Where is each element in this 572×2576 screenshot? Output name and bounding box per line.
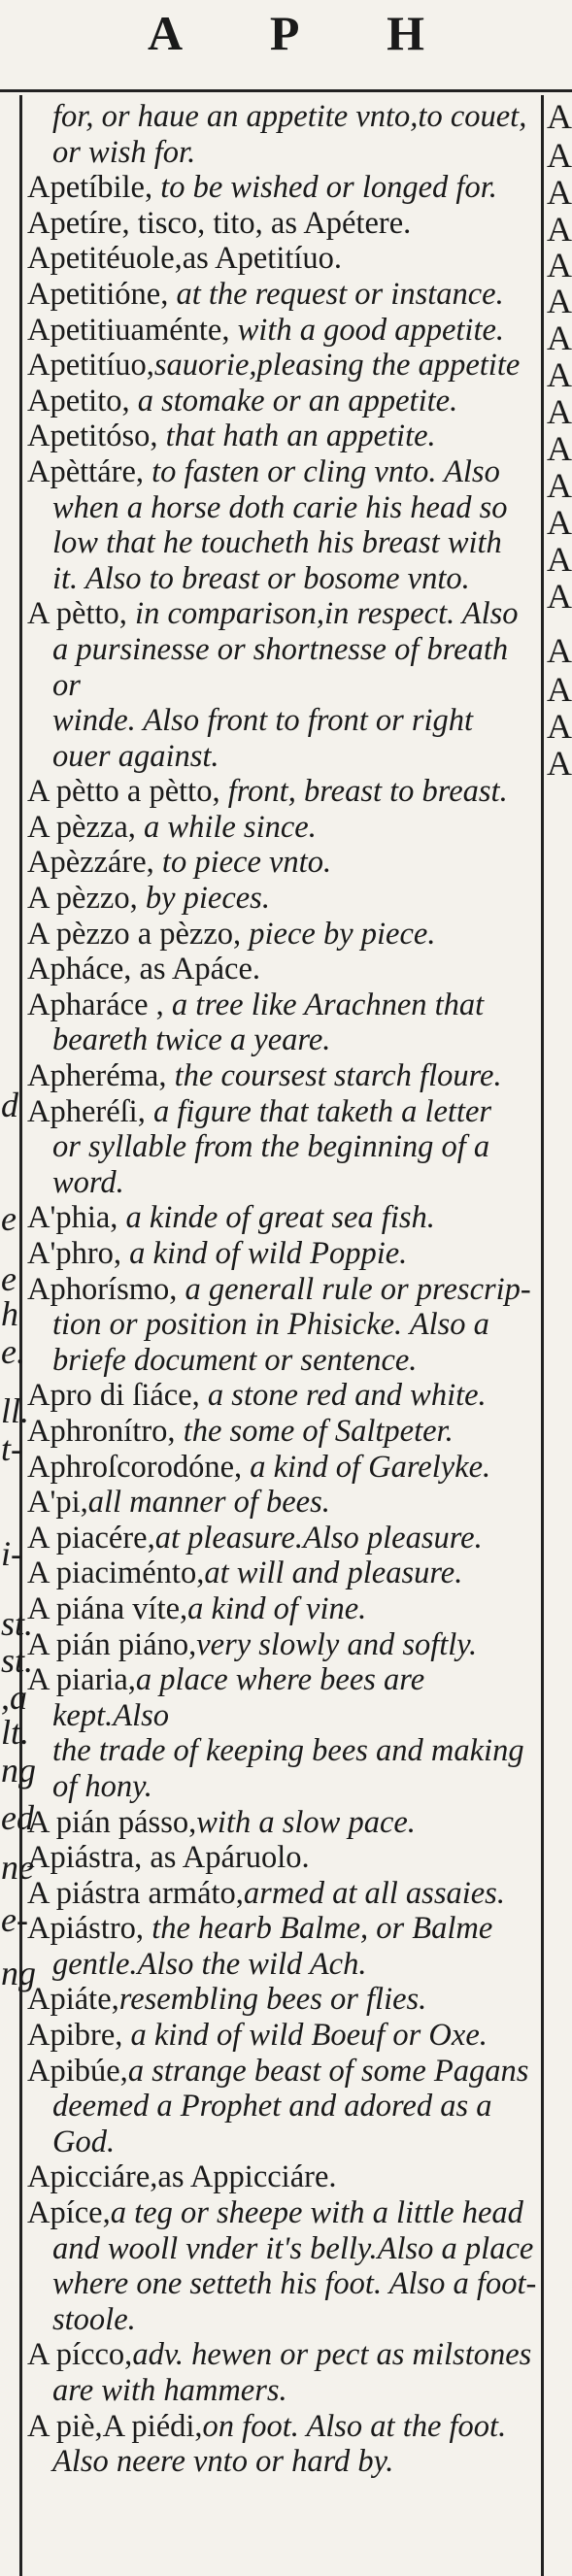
left-fragment: st. (1, 1604, 34, 1643)
entry-headword: A piástra armáto, (27, 1875, 244, 1911)
right-column-fragments (545, 0, 572, 2576)
entry-definition: on foot. Also at the foot. Also neere vnto or hard by. (52, 2408, 507, 2480)
dictionary-entry (27, 1591, 538, 1627)
right-fragment: A (547, 744, 572, 783)
dictionary-entry (27, 1876, 538, 1912)
right-fragment: A (547, 670, 572, 709)
entry-definition: armed at all assaies. (243, 1875, 505, 1911)
entry-headword: Aphronítro, (27, 1413, 176, 1449)
dictionary-entry (27, 2337, 538, 2408)
right-fragment: A (547, 355, 572, 394)
dictionary-entry (27, 2409, 538, 2480)
dictionary-entry (27, 1236, 538, 1272)
dictionary-entry (27, 1662, 538, 1804)
dictionary-entry (27, 774, 538, 810)
entry-headword: Apibre, (27, 2018, 123, 2054)
entry-headword: A piaria, (27, 1662, 136, 1698)
left-fragment: e (1, 1199, 17, 1238)
entry-headword: A piacére, (27, 1520, 155, 1556)
entry-headword: Apetitéuole,as Apetitíuo. (27, 241, 343, 277)
entry-definition: all manner of bees. (87, 1485, 330, 1521)
right-column-rule (541, 95, 544, 2576)
right-fragment: A (547, 246, 572, 284)
dictionary-entry (27, 1378, 538, 1414)
dictionary-entry (27, 206, 538, 242)
dictionary-entry (27, 1982, 538, 2018)
right-fragment: A (547, 540, 572, 579)
left-fragment: i- (1, 1534, 22, 1573)
entry-definition: a stone red and white. (199, 1378, 487, 1414)
dictionary-entry (27, 241, 538, 277)
entry-definition: at the request or instance. (168, 276, 504, 312)
dictionary-entry (27, 1911, 538, 1982)
dictionary-entry (27, 810, 538, 846)
entry-headword: Apro di ſiáce, (27, 1378, 200, 1414)
right-fragment: A (547, 173, 572, 212)
entry-definition: sauorie,pleasing the appetite (153, 348, 521, 384)
left-fragment: e (1, 1259, 17, 1298)
dictionary-entry (27, 881, 538, 917)
entry-headword: A piána víte, (27, 1590, 188, 1626)
left-fragment: e- (1, 1900, 28, 1939)
entry-headword: A pián piáno, (27, 1626, 197, 1662)
left-fragment: lt. (1, 1713, 30, 1752)
dictionary-entry (27, 2018, 538, 2054)
entry-headword: Apheréma, (27, 1058, 167, 1094)
dictionary-entry (27, 1414, 538, 1450)
left-fragment: ng (1, 1954, 36, 1992)
header-rule (0, 89, 572, 92)
entry-definition: in comparison,in respect. Also a pursinesse or shortnesse of breath or winde. Also front to front or right ouer against. (52, 596, 519, 774)
entry-headword: Apetitióne, (27, 276, 169, 312)
entry-headword: A piè,A piédi, (27, 2408, 203, 2444)
entry-definition: resembling bees or flies. (118, 1982, 427, 2018)
entry-headword: A pícco, (27, 2337, 133, 2373)
entry-headword: A pián pásso, (27, 1804, 197, 1840)
entry-definition: to piece vnto. (153, 845, 332, 881)
entry-definition: front, breast to breast. (219, 774, 508, 810)
dictionary-entry (27, 277, 538, 313)
dictionary-entry (27, 2054, 538, 2160)
dictionary-entry (27, 2159, 538, 2195)
entry-definition: a kind of wild Poppie. (121, 1236, 408, 1271)
entry-definition: the hearb Balme, or Balme gentle.Also the wild Ach. (52, 1911, 493, 1982)
entry-headword: Apíce, (27, 2195, 111, 2231)
entry-headword: A pètto a pètto, (27, 774, 220, 810)
dictionary-entry (27, 1058, 538, 1094)
entry-definition: a generall rule or prescrip- tion or position in Phisicke. Also a briefe document or sentence. (52, 1271, 531, 1378)
dictionary-entry (27, 313, 538, 349)
dictionary-entry (27, 454, 538, 596)
entry-definition: a kind of vine. (187, 1590, 367, 1626)
entry-headword: Apetitíuo, (27, 348, 154, 384)
right-fragment: A (547, 392, 572, 431)
page-title: A P H (147, 6, 464, 60)
main-column (27, 99, 538, 2480)
dictionary-entry (27, 1521, 538, 1556)
entry-definition: adv. hewen or pect as milstones are with hammers. (52, 2337, 532, 2408)
dictionary-entry (27, 384, 538, 419)
left-fragment: h (1, 1294, 18, 1333)
right-fragment: A (547, 318, 572, 357)
right-fragment: A (547, 136, 572, 175)
dictionary-entry (27, 418, 538, 454)
entry-headword: A pèzza, (27, 809, 136, 845)
dictionary-entry (27, 845, 538, 881)
right-fragment: A (547, 707, 572, 746)
dictionary-entry (27, 1450, 538, 1486)
left-fragment: t- (1, 1429, 22, 1468)
dictionary-entry (27, 1094, 538, 1201)
entry-headword: A pèzzo a pèzzo, (27, 916, 242, 952)
dictionary-entry (27, 170, 538, 206)
entry-headword: Apibúe, (27, 2053, 128, 2089)
entry-definition: a while since. (135, 809, 317, 845)
dictionary-entry (27, 99, 538, 170)
left-fragment: d (1, 1086, 18, 1124)
entry-headword: A'phro, (27, 1236, 122, 1271)
dictionary-entry (27, 1485, 538, 1521)
entry-headword: A pètto, (27, 596, 127, 632)
right-fragment: A (547, 503, 572, 542)
entry-headword: Apicciáre,as Appicciáre. (27, 2159, 337, 2195)
dictionary-entry (27, 1840, 538, 1876)
entry-definition: very slowly and softly. (196, 1626, 478, 1662)
entry-headword: Apiástro, (27, 1911, 145, 1947)
entry-definition: at pleasure.Also pleasure. (154, 1520, 483, 1556)
entry-definition: that hath an appetite. (157, 418, 436, 454)
right-fragment: A (547, 282, 572, 320)
entry-headword: Apetíre, tisco, tito, as Apétere. (27, 205, 412, 241)
left-fragment: ne (1, 1848, 34, 1887)
left-fragment: ng (1, 1751, 36, 1790)
entry-definition: a strange beast of some Pagans deemed a Prophet and adored as a God. (52, 2053, 529, 2159)
entry-headword: Aphroſcorodóne, (27, 1449, 243, 1485)
entry-headword: A'pi, (27, 1485, 88, 1521)
entry-definition: the some of Saltpeter. (175, 1413, 454, 1449)
left-fragment: ,a (1, 1678, 27, 1717)
left-fragment: st. (1, 1641, 34, 1680)
dictionary-entry (27, 917, 538, 953)
entry-definition: a tree like Arachnen that beareth twice a yeare. (52, 987, 485, 1058)
dictionary-entry (27, 1805, 538, 1841)
dictionary-entry (27, 1627, 538, 1663)
entry-headword: Apetitiuaménte, (27, 312, 230, 348)
right-fragment: A (547, 429, 572, 468)
entry-headword: A'phia, (27, 1200, 118, 1236)
page-header (0, 4, 572, 62)
dictionary-entry (27, 1200, 538, 1236)
right-fragment: A (547, 577, 572, 616)
entry-headword: Aphorísmo, (27, 1271, 178, 1307)
dictionary-entry (27, 987, 538, 1058)
entry-headword: Apiáte, (27, 1982, 119, 2018)
entry-headword: Apheréſi, (27, 1093, 146, 1129)
right-fragment: A (547, 97, 572, 136)
entry-definition: a figure that taketh a letter or syllable from the beginning of a word. (52, 1093, 492, 1200)
dictionary-entry (27, 596, 538, 774)
entry-definition: at will and pleasure. (204, 1556, 463, 1591)
entry-definition: to be wished or longed for. (152, 170, 497, 206)
right-fragment: A (547, 210, 572, 249)
entry-definition: with a slow pace. (196, 1804, 416, 1840)
entry-definition: the coursest starch floure. (166, 1058, 502, 1094)
right-fragment: A (547, 631, 572, 670)
left-fragment: ed (1, 1798, 34, 1837)
entry-definition: a place where bees are kept.Also the trade of keeping bees and making of hony. (52, 1662, 524, 1804)
entry-definition: a kind of Garelyke. (242, 1449, 491, 1485)
entry-headword: Apetito, (27, 383, 130, 418)
entry-definition: with a good appetite. (229, 312, 505, 348)
entry-headword: Apèzzáre, (27, 845, 154, 881)
entry-headword: Apiástra, as Apáruolo. (27, 1840, 310, 1876)
left-column-fragments (0, 0, 36, 2576)
entry-headword: Apèttáre, (27, 453, 145, 489)
dictionary-entry (27, 1272, 538, 1379)
dictionary-entry (27, 2195, 538, 2337)
entry-definition: a teg or sheepe with a little head and wooll vnder it's belly.Also a place where one setteth his foot. Also a foot- stoole. (52, 2195, 537, 2337)
dictionary-entry (27, 348, 538, 384)
entry-definition: a stomake or an appetite. (129, 383, 458, 418)
left-fragment: ll. (1, 1391, 30, 1430)
entry-headword: Apharáce , (27, 987, 164, 1022)
dictionary-entry (27, 952, 538, 987)
entry-definition: a kinde of great sea fish. (118, 1200, 435, 1236)
entry-definition: to fasten or cling vnto. Also when a horse doth carie his head so low that he toucheth his breast with it. Also to breast or bosome vnto. (52, 453, 508, 596)
entry-definition: for, or haue an appetite vnto,to couet, or wish for. (52, 99, 527, 170)
dictionary-entry (27, 1556, 538, 1591)
entry-definition: a kind of wild Boeuf or Oxe. (122, 2018, 488, 2054)
entry-headword: A pèzzo, (27, 881, 138, 917)
entry-headword: Apetíbile, (27, 170, 153, 206)
entry-definition: piece by piece. (241, 916, 436, 952)
entry-headword: Apháce, as Apáce. (27, 952, 261, 987)
entry-definition: by pieces. (137, 881, 270, 917)
left-fragment: e. (1, 1332, 25, 1371)
entry-headword: A piaciménto, (27, 1556, 205, 1591)
right-fragment: A (547, 466, 572, 505)
entry-headword: Apetitóso, (27, 418, 158, 454)
